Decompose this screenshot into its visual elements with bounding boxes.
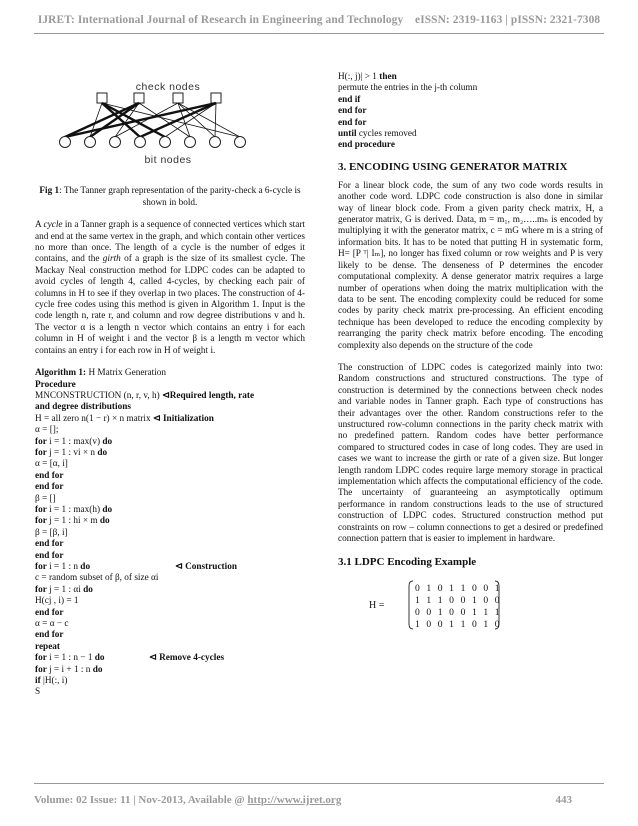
algorithm-line: α = [α, i] bbox=[35, 459, 68, 470]
graph-edge bbox=[65, 103, 216, 137]
algorithm-line: β = [β, i] bbox=[35, 527, 68, 538]
algorithm-line: H = all zero n(1 − r) × n matrix ⊲ Initialization bbox=[35, 413, 214, 424]
matrix-rows bbox=[415, 583, 502, 630]
algorithm-line: for i = 1 : n − 1 do ⊲ Remove 4-cycles bbox=[35, 653, 225, 664]
algorithm-line: end for bbox=[35, 539, 64, 550]
journal-issn: eISSN: 2319-1163 | pISSN: 2321-7308 bbox=[415, 14, 601, 26]
bit-nodes bbox=[60, 137, 246, 148]
cycle-term: cycle bbox=[43, 220, 63, 231]
check-node bbox=[211, 93, 221, 103]
matrix-row: 0 1 0 1 1 0 0 1 bbox=[415, 583, 502, 595]
algorithm-line: end for bbox=[35, 607, 64, 618]
algorithm-line: end for bbox=[35, 482, 64, 493]
journal-header bbox=[22, 14, 616, 26]
check-nodes bbox=[97, 93, 221, 103]
graph-edges bbox=[65, 103, 240, 137]
algorithm-line: end for bbox=[35, 470, 64, 481]
caption-text: : The Tanner graph representation of the parity-check a 6-cycle is shown in bold. bbox=[59, 186, 301, 208]
girth-term: girth bbox=[102, 254, 121, 265]
algorithm-line: end for bbox=[35, 550, 64, 561]
algorithm-line: c = random subset of β, of size αi bbox=[35, 573, 159, 584]
bit-node bbox=[110, 137, 121, 148]
algorithm-line: for j = 1 : αi do bbox=[35, 584, 93, 595]
algorithm-line: and degree distributions bbox=[35, 402, 131, 413]
algorithm-title: Algorithm 1: H Matrix Generation bbox=[35, 368, 167, 379]
graph-edge bbox=[215, 103, 216, 137]
check-node bbox=[173, 93, 183, 103]
left-column bbox=[35, 75, 305, 699]
algorithm-listing bbox=[35, 380, 305, 699]
caption-prefix: Fig 1 bbox=[39, 186, 60, 197]
check-nodes-label: check nodes bbox=[135, 81, 201, 93]
construction-paragraph: The construction of LDPC codes is categorized mainly into two: Random constructions and structured constructions. The type of construction is determined by the connections between check nodes and variable nodes in Tanner graph. Each type of constructions has their advantages over the other. Random constructions refer to the unstructured row-column connections in the parity check matrix with no predefined pattern. Random codes have better performance compared to structured codes in case of long codes. They are used in cases we want to increase the girth or rate of a given size. But longer length random LDPC codes require large memory storage in practical implementation which affects the computational efficiency of the code. The uncertainty of guaranteeing an asymptotically optimum performance in random constructions leads to the use of structured construction of LDPC codes. Structured construction method put constraints on row – column connections to get a desired or predefined connection pattern that is easier to implement in hardware. bbox=[338, 362, 603, 545]
footer-volume: Volume: 02 Issue: 11 | Nov-2013, Available @ bbox=[34, 794, 248, 806]
algorithm-line: end for bbox=[338, 117, 367, 128]
algorithm-line: S bbox=[35, 687, 41, 698]
bit-node bbox=[60, 137, 71, 148]
algorithm-line: until cycles removed bbox=[338, 129, 417, 140]
bit-node bbox=[210, 137, 221, 148]
graph-edge bbox=[140, 103, 216, 137]
algorithm-line: H(cj , i) = 1 bbox=[35, 596, 79, 607]
algorithm-line: end for bbox=[35, 630, 64, 641]
encoding-paragraph: For a linear block code, the sum of any two code words results in another code word. LDPC code construction is also done in similar way of linear block code. From a given parity check matrix, H, a generator matrix, G is derived. Data, m = m₁, m₂…..mₙ is encoded by multiplying it with the generator matrix, c = mG where m is a string of information bits. It has to be noted that putting H in systematic form, H= [P ᵀ| Iₘ], no longer has fixed column or row weights and P is very likely to be dense. The denseness of P determines the encoder computational complexity. A dense generator matrix requires a large number of operations when doing the matrix multiplication with the data to be sent. The encoding complexity could be reduced for some codes by parity check matrix pre-processing. An efficient encoding technique has been developed to reduce the encoding complexity by rearranging the parity check matrix before encoding. The encoding complexity also depends on the structure of the code bbox=[338, 180, 603, 351]
algorithm-line: MNCONSTRUCTION (n, r, v, h) ⊲Required length, rate bbox=[35, 390, 255, 401]
algorithm-line: α = []; bbox=[35, 425, 59, 436]
bit-node bbox=[160, 137, 171, 148]
bit-node bbox=[185, 137, 196, 148]
algorithm-line: if |H(:, i) bbox=[35, 676, 68, 687]
header-rule bbox=[34, 33, 604, 34]
algorithm-line: for j = 1 : vi × n do bbox=[35, 447, 108, 458]
matrix-row: 1 1 1 0 0 1 0 0 bbox=[415, 595, 502, 607]
algorithm-line: repeat bbox=[35, 641, 60, 652]
figure-caption bbox=[35, 186, 305, 209]
algorithm-line: for j = i + 1 : n do bbox=[35, 664, 103, 675]
algorithm-line: α = α − c bbox=[35, 619, 69, 630]
h-matrix bbox=[338, 578, 603, 638]
section-heading: 3. ENCODING USING GENERATOR MATRIX bbox=[338, 160, 568, 173]
algorithm-line: Procedure bbox=[35, 379, 76, 390]
subsection-heading: 3.1 LDPC Encoding Example bbox=[338, 556, 477, 569]
algorithm-line: permute the entries in the j-th column bbox=[338, 83, 478, 94]
bit-nodes-label: bit nodes bbox=[144, 154, 192, 166]
bit-node bbox=[235, 137, 246, 148]
page-footer bbox=[34, 794, 572, 806]
page-number: 443 bbox=[555, 794, 572, 806]
cycle-paragraph: A cycle in a Tanner graph is a sequence of connected vertices which start and end at the same vertex in the graph, and which contain other vertices no more than once. The length of a cycle is the number of edges it contains, and the girth of a graph is the size of its smallest cycle. The Mackay Neal construction method for LDPC codes can be adapted to avoid cycles of length 4, called 4-cycles, by checking each pair of columns in H to see if they overlap in two places. The construction of 4-cycle free codes using this method is given in Algorithm 1. Input is the code length n, rate r, and column and row degree distributions v and h. The vector α is a length n vector which contains an entry i for each column in H of weight i and the vector β is a length m vector which contains an entry i for each row in H of weight i. bbox=[35, 220, 306, 356]
journal-title: IJRET: International Journal of Research in Engineering and Technology bbox=[37, 14, 404, 26]
check-node bbox=[97, 93, 107, 103]
algorithm-line: end procedure bbox=[338, 140, 395, 151]
tanner-graph-figure bbox=[35, 75, 305, 170]
check-node bbox=[134, 93, 144, 103]
right-column bbox=[338, 72, 603, 638]
footer-rule bbox=[34, 783, 604, 784]
matrix-label: H = bbox=[369, 600, 385, 612]
algorithm-line: for i = 1 : max(h) do bbox=[35, 504, 113, 515]
algorithm-line: end if bbox=[338, 94, 361, 105]
algorithm-line: for i = 1 : n do ⊲ Construction bbox=[35, 562, 237, 572]
matrix-row: 0 0 1 0 0 1 1 1 bbox=[415, 607, 502, 619]
algorithm-line: β = [] bbox=[35, 493, 56, 504]
graph-edge bbox=[65, 103, 139, 137]
algorithm-line: end for bbox=[338, 106, 367, 117]
algorithm-line: H(:, j)| > 1 then bbox=[338, 72, 397, 82]
algorithm-listing-continued bbox=[338, 72, 603, 152]
matrix-row: 1 0 0 1 1 0 1 0 bbox=[415, 618, 502, 630]
algorithm-line: for j = 1 : hi × m do bbox=[35, 516, 110, 527]
bit-node bbox=[135, 137, 146, 148]
footer-url[interactable]: http://www.ijret.org bbox=[247, 794, 342, 806]
algorithm-line: for i = 1 : max(v) do bbox=[35, 436, 113, 447]
bit-node bbox=[85, 137, 96, 148]
